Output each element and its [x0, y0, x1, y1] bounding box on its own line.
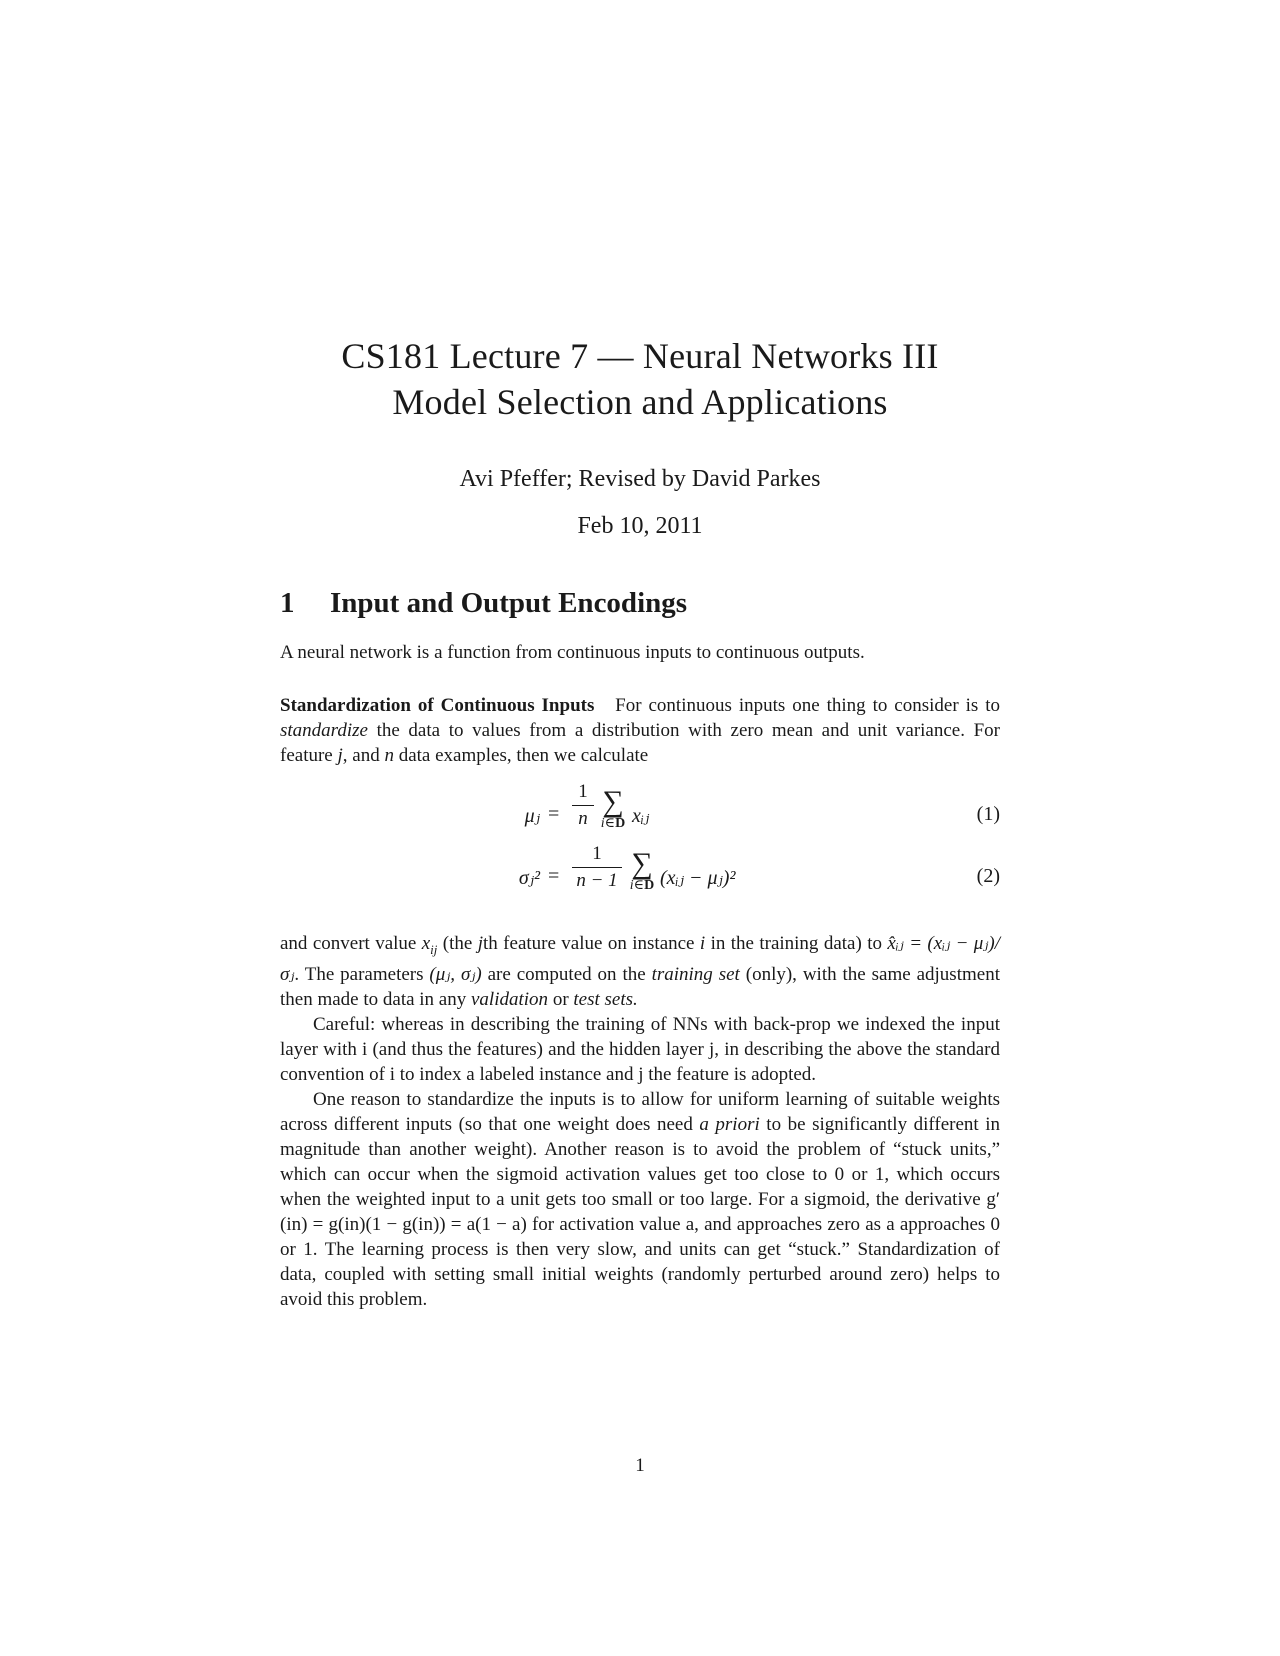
eq2-summation [627, 849, 657, 893]
sum-index-set: D [644, 878, 655, 893]
text-run: (the [437, 933, 478, 954]
math-var: n [384, 745, 394, 766]
section-title: Input and Output Encodings [330, 587, 688, 619]
sigma-symbol: ∑ [602, 785, 624, 818]
math-var: j [337, 745, 343, 766]
intro-paragraph: A neural network is a function from continuous inputs to continuous outputs. [280, 642, 865, 663]
emphasis: test sets. [573, 988, 638, 1010]
eq2-sum-index [627, 879, 657, 893]
text-run: For continuous inputs one thing to consider is to [615, 695, 1000, 716]
math-var: i [699, 933, 706, 954]
eq2-lhs: σⱼ² [518, 867, 540, 889]
text-run: (only), with the same adjustment then made to data in any [280, 963, 1000, 1010]
eq2-fraction [572, 843, 622, 892]
math-var: j [477, 933, 484, 954]
emphasis: standardize [280, 720, 368, 741]
equation-2 [280, 843, 1000, 907]
equation-block [280, 781, 1000, 915]
section-number: 1 [280, 587, 295, 619]
text-run: or [548, 988, 574, 1010]
text-run: in the training data) to [705, 933, 888, 954]
eq1-rhs: xᵢⱼ [632, 805, 650, 827]
text-run: are computed on the [481, 963, 652, 985]
fraction-bar [572, 805, 594, 806]
eq2-numerator: 1 [592, 843, 602, 864]
text-run: and convert value [280, 933, 422, 954]
text-run: , and [342, 745, 385, 766]
eq1-summation [598, 787, 628, 831]
eq1-sign: = [548, 803, 560, 825]
run-in-heading: Standardization of Continuous Inputs [280, 695, 595, 716]
text-run: One reason to standardize the inputs is to allow for uniform learning of suitable weights across different inputs (so that one weight does need [280, 1088, 1000, 1135]
body-paragraphs [280, 931, 1000, 1312]
sum-index-set: D [615, 816, 626, 831]
standardization-paragraph [280, 693, 1000, 768]
eq2-denominator: n − 1 [576, 870, 618, 891]
emphasis: a priori [699, 1113, 760, 1135]
eq1-lhs: μⱼ [524, 805, 540, 827]
title-block [280, 333, 1000, 541]
reason-paragraph [280, 1087, 1000, 1312]
math-formula: (μⱼ, σⱼ) [429, 963, 482, 985]
fraction-bar [572, 867, 622, 868]
sum-index-text: i∈ [600, 816, 616, 831]
text-run: data examples, then we calculate [393, 745, 649, 766]
convert-paragraph [280, 931, 1000, 1012]
math-xij: $x_{ij}$ [421, 933, 438, 957]
eq1-sum-index [598, 817, 628, 831]
text-run: to be significantly different in magnitude than another weight). Another reason is to avoid the problem of “stuck units,” which can occur when the sigmoid activation values get too close to 0 or 1, which occurs when the weighted input to a unit gets too small or too large. For a sigmoid, the derivative g′(in) = g(in)(1 − g(in)) = a(1 − a) for activation value a, and approaches zero as a approaches 0 or 1. The learning process is then very slow, and units can get “stuck.” Standardization of data, coupled with setting small initial weights (randomly perturbed around zero) helps to avoid this problem. [280, 1113, 1000, 1310]
title-line-2: Model Selection and Applications [392, 382, 888, 422]
emphasis: training set [651, 963, 740, 985]
title-line-1: CS181 Lecture 7 — Neural Networks III [341, 336, 939, 376]
text-run: . The parameters [294, 963, 430, 985]
eq1-fraction [572, 781, 594, 830]
date: Feb 10, 2011 [577, 513, 703, 539]
eq1-numerator: 1 [578, 781, 588, 802]
text-run: th feature value on instance [483, 933, 700, 954]
text-run: the data to values from a distribution with zero mean and unit variance. For feature [280, 720, 1000, 766]
math-var: x [421, 933, 431, 954]
eq1-label: (1) [976, 803, 1000, 825]
equation-1 [280, 781, 1000, 845]
eq2-rhs: (xᵢⱼ − μⱼ)² [660, 867, 736, 889]
emphasis: validation [471, 988, 549, 1010]
sum-index-text: i∈ [629, 878, 645, 893]
sigma-symbol: ∑ [631, 847, 653, 880]
eq2-sign: = [548, 865, 560, 887]
eq2-label: (2) [976, 865, 1000, 887]
careful-paragraph: Careful: whereas in describing the training of NNs with back-prop we indexed the input layer with i (and thus the features) and the hidden layer j, in describing the above the standard convention of i to index a labeled instance and j the feature is adopted. [280, 1013, 1000, 1085]
author: Avi Pfeffer; Revised by David Parkes [459, 466, 821, 492]
page-number: 1 [635, 1455, 645, 1476]
section-heading [280, 585, 687, 621]
eq1-denominator: n [578, 808, 588, 829]
math-formula: x̂ᵢⱼ = (xᵢⱼ − μⱼ)/σⱼ [280, 933, 1000, 985]
